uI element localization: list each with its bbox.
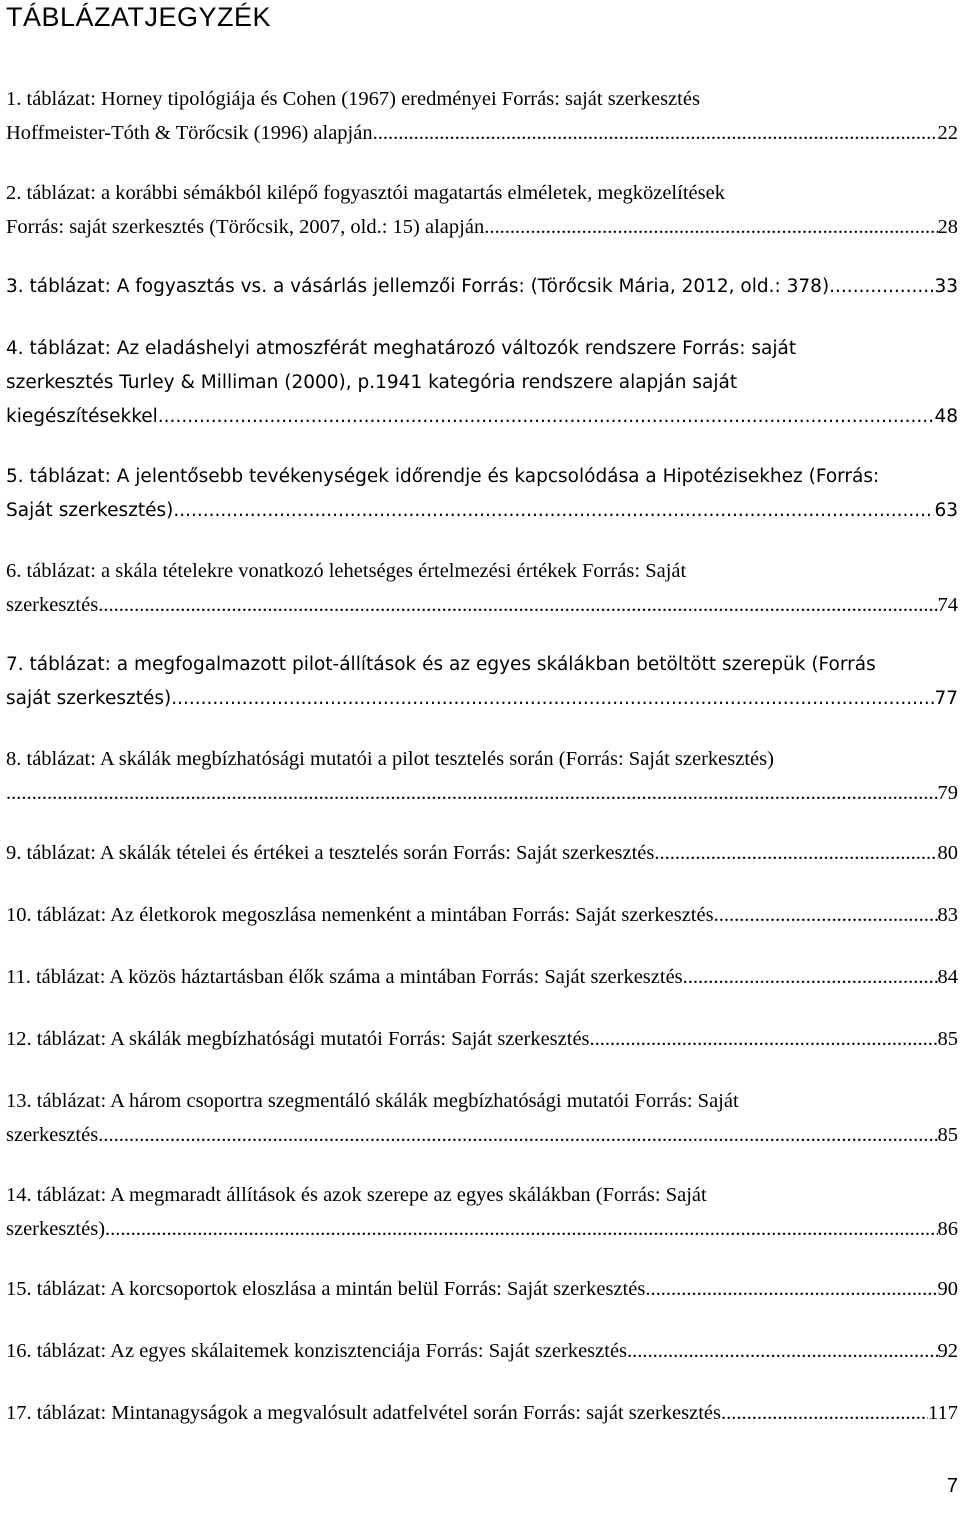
dot-leader (721, 1396, 928, 1430)
toc-page-number: 80 (937, 842, 958, 864)
toc-entry[interactable] (6, 82, 958, 150)
toc-entry[interactable] (6, 742, 958, 810)
page-number: 7 (946, 1475, 958, 1497)
toc-entry-text: 14. táblázat: A megmaradt állítások és azok szerepe az egyes skálákban (Forrás: Saját (6, 1184, 707, 1206)
toc-entry-last-line (6, 682, 958, 716)
toc-entry-text: 17. táblázat: Mintanagyságok a megvalósult adatfelvétel során Forrás: saját szerkesztés (6, 1402, 721, 1424)
page-title: TÁBLÁZATJEGYZÉK (6, 2, 272, 32)
dot-leader (645, 1272, 937, 1306)
dot-leader (173, 494, 934, 528)
toc-entry[interactable] (6, 270, 958, 304)
toc-entry-last-line (6, 898, 958, 932)
toc-entry-text: szerkesztés (6, 1124, 99, 1146)
toc-entry[interactable] (6, 1178, 958, 1246)
toc-entry-text: 6. táblázat: a skála tételekre vonatkozó lehetséges értelmezési értékek Forrás: Saját (6, 560, 687, 582)
toc-page-number: 22 (937, 122, 958, 144)
toc-entry-last-line (6, 588, 958, 622)
toc-entry-last-line (6, 1272, 958, 1306)
toc-entry-text: 4. táblázat: Az eladáshelyi atmoszférát meghatározó változók rendszere Forrás: saját (6, 338, 797, 359)
dot-leader (627, 1334, 937, 1368)
toc-entry[interactable] (6, 960, 958, 994)
toc-entry-text: szerkesztés) (6, 1218, 106, 1240)
dot-leader (714, 898, 938, 932)
dot-leader (654, 836, 937, 870)
toc-entry-last-line (6, 776, 958, 810)
toc-entry-text: Hoffmeister-Tóth & Törőcsik (1996) alapján (6, 122, 373, 144)
toc-entry-text: szerkesztés (6, 594, 99, 616)
toc-entry-last-line (6, 494, 958, 528)
toc-page-number: 33 (934, 276, 958, 297)
toc-entry-last-line (6, 1118, 958, 1152)
toc-entry-last-line (6, 836, 958, 870)
toc-page-number: 28 (937, 216, 958, 238)
toc-entry-last-line (6, 1212, 958, 1246)
toc-entry-text: 15. táblázat: A korcsoportok eloszlása a mintán belül Forrás: Saját szerkesztés (6, 1278, 646, 1300)
dot-leader (6, 776, 938, 810)
toc-entry-last-line (6, 1022, 958, 1056)
toc-entry[interactable] (6, 176, 958, 244)
toc-entry[interactable] (6, 554, 958, 622)
dot-leader (484, 210, 937, 244)
toc-page-number: 86 (937, 1218, 958, 1240)
toc-entry-last-line (6, 1396, 958, 1430)
toc-page-number: 79 (937, 782, 958, 804)
toc-entry-text: 13. táblázat: A három csoportra szegmentáló skálák megbízhatósági mutatói Forrás: Saját (6, 1090, 739, 1112)
toc-entry[interactable] (6, 898, 958, 932)
toc-entry-text: kiegészítésekkel (6, 406, 158, 427)
toc-entry[interactable] (6, 1396, 958, 1430)
toc-page-number: 83 (937, 904, 958, 926)
toc-page-number: 90 (937, 1278, 958, 1300)
dot-leader (835, 270, 934, 304)
toc-entry-text: 10. táblázat: Az életkorok megoszlása nemenként a mintában Forrás: Saját szerkesztés (6, 904, 714, 926)
toc-entry-last-line (6, 400, 958, 434)
toc-entry-text: 8. táblázat: A skálák megbízhatósági mutatói a pilot tesztelés során (Forrás: Saját szerkesztés) (6, 748, 774, 770)
toc-entry-text: 16. táblázat: Az egyes skálaitemek konzisztenciája Forrás: Saját szerkesztés (6, 1340, 628, 1362)
toc-entry[interactable] (6, 836, 958, 870)
toc-entry-text: Forrás: saját szerkesztés (Törőcsik, 2007, old.: 15) alapján (6, 216, 485, 238)
toc-entry[interactable] (6, 648, 958, 716)
toc-entry-last-line (6, 116, 958, 150)
toc-entry-text: 3. táblázat: A fogyasztás vs. a vásárlás jellemzői Forrás: (Törőcsik Mária, 2012, old.: 378). (6, 276, 836, 297)
toc-page-number: 92 (937, 1340, 958, 1362)
toc-page-number: 85 (937, 1124, 958, 1146)
toc-page-number: 85 (937, 1028, 958, 1050)
toc-entry-text: Saját szerkesztés) (6, 500, 174, 521)
toc-entry-last-line (6, 960, 958, 994)
toc-entry-last-line (6, 210, 958, 244)
toc-entry-text: 11. táblázat: A közös háztartásban élők száma a mintában Forrás: Saját szerkesztés (6, 966, 683, 988)
toc-page-number: 84 (937, 966, 958, 988)
toc-entry-text: saját szerkesztés) (6, 688, 172, 709)
toc-entry-last-line (6, 1334, 958, 1368)
toc-entry-text: 5. táblázat: A jelentősebb tevékenységek időrendje és kapcsolódása a Hipotézisekhez (Forrás: (6, 466, 880, 487)
dot-leader (98, 588, 937, 622)
toc-entry-text: 2. táblázat: a korábbi sémákból kilépő fogyasztói magatartás elméletek, megközelítések (6, 182, 725, 204)
toc-entry-text: 9. táblázat: A skálák tételei és értékei a tesztelés során Forrás: Saját szerkesztés (6, 842, 655, 864)
toc-entry[interactable] (6, 1334, 958, 1368)
dot-leader (98, 1118, 937, 1152)
dot-leader (158, 400, 935, 434)
toc-page-number: 74 (937, 594, 958, 616)
dot-leader (105, 1212, 937, 1246)
toc-page-number: 48 (934, 406, 958, 427)
dot-leader (373, 116, 938, 150)
dot-leader (683, 960, 938, 994)
toc-page-number: 117 (928, 1402, 958, 1424)
toc-entry-last-line (6, 270, 958, 304)
dot-leader (171, 682, 934, 716)
toc-page-number: 77 (934, 688, 958, 709)
toc-entry[interactable] (6, 1084, 958, 1152)
toc-entry-text: 12. táblázat: A skálák megbízhatósági mutatói Forrás: Saját szerkesztés (6, 1028, 590, 1050)
dot-leader (590, 1022, 938, 1056)
toc-entry[interactable] (6, 1022, 958, 1056)
toc-entry[interactable] (6, 460, 958, 528)
toc-entry[interactable] (6, 332, 958, 434)
toc-page-number: 63 (934, 500, 958, 521)
toc-entry[interactable] (6, 1272, 958, 1306)
toc-entry-text: szerkesztés Turley & Milliman (2000), p.1941 kategória rendszere alapján saját (6, 372, 738, 393)
toc-entry-text: 7. táblázat: a megfogalmazott pilot-állítások és az egyes skálákban betöltött szerepük (Forrás (6, 654, 876, 675)
toc-entry-text: 1. táblázat: Horney tipológiája és Cohen (1967) eredményei Forrás: saját szerkesztés (6, 88, 700, 110)
